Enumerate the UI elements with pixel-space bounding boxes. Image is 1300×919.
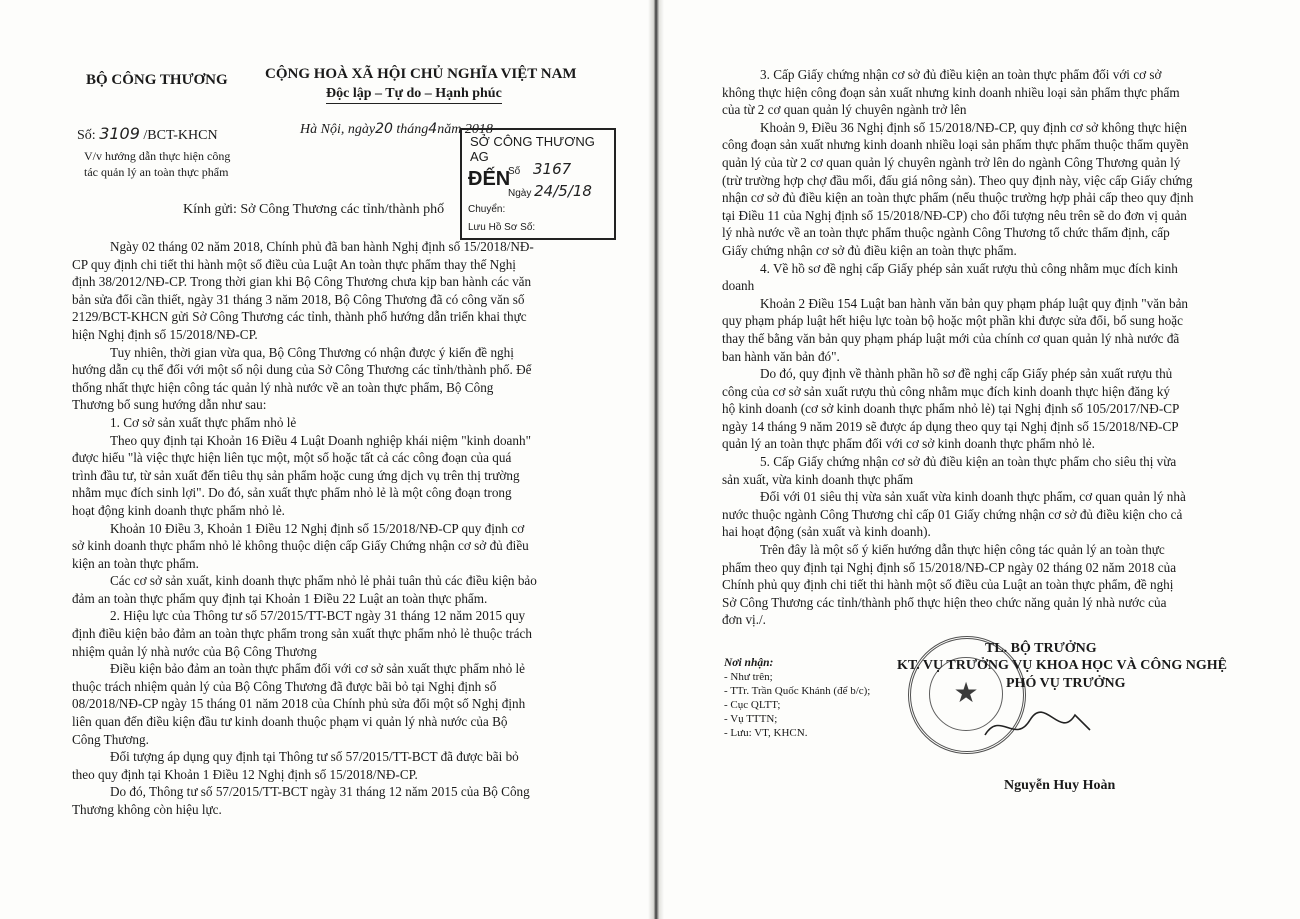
body-line: thống nhất thực hiện công tác quản lý nhà nước về an toàn thực phẩm, Bộ Công [72, 379, 494, 395]
subject [84, 148, 230, 180]
body-line: nước thuộc ngành Công Thương chỉ cấp 01 Giấy chứng nhận cơ sở đủ điều kiện cho cả [722, 506, 1183, 522]
body-line: CP quy định chi tiết thi hành một số điều của Luật An toàn thực phẩm thay thế Nghị [72, 256, 516, 272]
body-line: Theo quy định tại Khoản 16 Điều 4 Luật Doanh nghiệp khái niệm "kinh doanh" [110, 432, 531, 448]
body-line: định 38/2012/NĐ-CP. Trong thời gian khi Bộ Công Thương chưa kịp ban hành các văn [72, 274, 532, 290]
body-line: Công Thương. [72, 731, 149, 747]
body-line: ngày 14 tháng 9 năm 2019 sẽ được áp dụng theo quy tại Nghị định số 15/2018/NĐ-CP [722, 418, 1179, 434]
body-line: liên quan đến điều kiện đầu tư kinh doanh thuộc phạm vi quản lý nhà nước của Bộ [72, 714, 508, 730]
body-line: (trừ trường hợp chợ đầu mối, đấu giá nông sản). Theo quy định này, việc cấp Giấy chứng [722, 172, 1193, 188]
body-line: Đối tượng áp dụng quy định tại Thông tư số 57/2015/TT-BCT đã được bãi bỏ [110, 749, 519, 765]
body-line: 1. Cơ sở sản xuất thực phẩm nhỏ lẻ [110, 414, 297, 430]
body-line: định điều kiện bảo đảm an toàn thực phẩm trong sản xuất thực phẩm nhỏ lẻ thuộc trách [72, 626, 532, 642]
body-line: 3. Cấp Giấy chứng nhận cơ sở đủ điều kiện an toàn thực phẩm đối với cơ sở [760, 67, 1162, 82]
body-line: Các cơ sở sản xuất, kinh doanh thực phẩm nhỏ lẻ phải tuân thủ các điều kiện bảo [110, 573, 537, 589]
body-line: lý nhà nước về an toàn thực phẩm thuộc ngành Công Thương tổ chức thẩm định, cấp [722, 225, 1170, 241]
body-line: Trên đây là một số ý kiến hướng dẫn thực hiện công tác quản lý an toàn thực [760, 542, 1165, 558]
body-line: ban hành văn bản đó". [722, 348, 840, 364]
body-line: thay thế bằng văn bản quy phạm pháp luật mới của chính cơ quan quản lý nhà nước đã [722, 330, 1180, 346]
body-line: đảm an toàn thực phẩm quy định tại Khoản 1 Điều 22 Luật an toàn thực phẩm. [72, 590, 488, 606]
body-line: 4. Về hồ sơ đề nghị cấp Giấy phép sản xuất rượu thủ công nhằm mục đích kinh [760, 260, 1178, 276]
date-prefix: Hà Nội, ngày [300, 122, 376, 137]
body-line: đơn vị./. [722, 612, 766, 628]
recipients-list [724, 670, 870, 740]
body-line: của từ 2 cơ quan quản lý chuyên ngành trở lên [722, 102, 967, 118]
body-line: hộ kinh doanh (cơ sở kinh doanh thực phẩm nhỏ lẻ) tại Nghị định số 105/2017/NĐ-CP [722, 401, 1180, 417]
signer-name: Nguyễn Huy Hoàn [1004, 778, 1116, 793]
body-line: Thương bổ sung hướng dẫn như sau: [72, 397, 267, 413]
stamp-so-label: Số [508, 166, 521, 177]
republic-title: CỘNG HOÀ XÃ HỘI CHỦ NGHĨA VIỆT NAM [265, 66, 577, 82]
body-line: sản xuất, vừa kinh doanh thực phẩm [722, 471, 914, 487]
number-suffix: /BCT-KHCN [143, 128, 218, 143]
body-line: nhằm mục đích sinh lợi". Do đó, sản xuất thực phẩm nhỏ lẻ là một công đoạn trong [72, 485, 512, 501]
body-line: hoạt động kinh doanh thực phẩm nhỏ lẻ. [72, 502, 285, 518]
subject-line-2: tác quản lý an toàn thực phẩm [84, 165, 229, 179]
recipient-item: - Lưu: VT, KHCN. [724, 727, 808, 739]
body-line: hai hoạt động (sản xuất và kinh doanh). [722, 524, 931, 540]
body-line: 5. Cấp Giấy chứng nhận cơ sở đủ điều kiện an toàn thực phẩm cho siêu thị vừa [760, 454, 1177, 470]
body-line: Thương không còn hiệu lực. [72, 802, 222, 817]
body-line: Giấy chứng nhận cơ sở đủ điều kiện an toàn thực phẩm. [722, 242, 1017, 258]
body-line: nhiệm quản lý nhà nước của Bộ Công Thương [72, 643, 317, 659]
seal-star: ★ [929, 657, 1003, 731]
body-line: Đối với 01 siêu thị vừa sản xuất vừa kinh doanh thực phẩm, cơ quan quản lý nhà [760, 489, 1186, 505]
body-line: nhận cơ sở đủ điều kiện an toàn thực phẩm (nếu thuộc trường hợp phải cấp theo quy định [722, 190, 1194, 206]
body-line: thuộc trách nhiệm quản lý của Bộ Công Thương đã được bãi bỏ tại Nghị định số [72, 678, 497, 694]
body-line: quản lý của từ 2 cơ quan quản lý chuyên ngành trở lên do ngành Công Thương quản lý [722, 154, 1181, 170]
body-line: Do đó, Thông tư số 57/2015/TT-BCT ngày 31 tháng 12 năm 2015 của Bộ Công [110, 784, 530, 800]
stamp-so [508, 160, 571, 178]
motto: Độc lập – Tự do – Hạnh phúc [326, 86, 502, 104]
recipients [724, 656, 870, 740]
document-number [77, 124, 218, 144]
stamp-chuyen: Chuyển: [468, 204, 506, 215]
body-line: 2. Hiệu lực của Thông tư số 57/2015/TT-BCT ngày 31 tháng 12 năm 2015 quy [110, 608, 526, 624]
body-line: Khoản 10 Điều 3, Khoản 1 Điều 12 Nghị định số 15/2018/NĐ-CP quy định cơ [110, 520, 525, 536]
body-line: doanh [722, 278, 755, 294]
body-line: sở kinh doanh thực phẩm nhỏ lẻ không thuộc diện cấp Giấy Chứng nhận cơ sở đủ điều [72, 538, 529, 554]
number-value: 3109 [99, 124, 140, 143]
body-line: không thực hiện công đoạn sản xuất nhưng kinh doanh nhiều loại sản phẩm thực phẩm [722, 84, 1180, 100]
body-line: Khoản 2 Điều 154 Luật ban hành văn bản quy phạm pháp luật quy định "văn bản [760, 295, 1189, 311]
date-day: 20 [375, 121, 393, 137]
body-line: phẩm theo quy định tại Nghị định số 15/2018/NĐ-CP ngày 02 tháng 02 năm 2018 của [722, 559, 1177, 575]
stamp-luu: Lưu Hồ Sơ Số: [468, 222, 536, 233]
body-line: trình đầu tư, từ sản xuất đến tiêu thụ sản phẩm hoặc cung ứng dịch vụ trên thị trường [72, 467, 520, 483]
ministry-name: BỘ CÔNG THƯƠNG [86, 72, 228, 88]
sign-title-1: TL. BỘ TRƯỞNG [985, 641, 1097, 656]
body-line: bản sửa đổi cần thiết, ngày 31 tháng 3 năm 2018, Bộ Công Thương đã có công văn số [72, 291, 525, 307]
body-line: được hiểu "là việc thực hiện liên tục một, một số hoặc tất cả các công đoạn của quá [72, 450, 512, 466]
body-line: Sở Công Thương các tỉnh/thành phố thực hiện theo chức năng quản lý nhà nước của [722, 594, 1167, 610]
left-body [72, 238, 580, 819]
number-label: Số: [77, 128, 96, 143]
body-line: công đoạn sản xuất nhưng kinh doanh nhiều loại sản phẩm thực phẩm thuộc thẩm quyền [722, 137, 1189, 153]
received-stamp [460, 128, 616, 240]
body-line: quy phạm pháp luật hết hiệu lực toàn bộ hoặc một phần khi được sửa đổi, bổ sung hoặc [722, 313, 1183, 329]
body-line: hướng dẫn cụ thể đối với một số nội dung của Sở Công Thương các tỉnh/thành phố. Để [72, 362, 532, 378]
subject-line-1: V/v hướng dẫn thực hiện công [84, 149, 231, 163]
stamp-ngay [508, 182, 592, 200]
body-line: Do đó, quy định về thành phần hồ sơ đề nghị cấp Giấy phép sản xuất rượu thủ [760, 366, 1173, 382]
body-line: Khoản 9, Điều 36 Nghị định số 15/2018/NĐ-CP, quy định cơ sở không thực hiện [760, 119, 1187, 135]
body-line: Chính phủ quy định chi tiết thi hành một số điều của Luật an toàn thực phẩm, đề nghị [722, 577, 1174, 593]
body-line: theo quy định tại Khoản 1 Điều 12 Nghị định số 15/2018/NĐ-CP. [72, 766, 418, 782]
stamp-den: ĐẾN [468, 168, 511, 190]
sign-title-2: KT. VỤ TRƯỞNG VỤ KHOA HỌC VÀ CÔNG NGHỆ [897, 658, 1227, 673]
handwritten-signature [980, 700, 1100, 750]
body-line: kiện an toàn thực phẩm. [72, 555, 199, 571]
stamp-org: SỞ CÔNG THƯƠNG AG [470, 134, 595, 164]
stamp-so-value: 3167 [533, 160, 572, 178]
greeting: Kính gửi: Sở Công Thương các tỉnh/thành phố [183, 202, 445, 217]
body-line: quản lý an toàn thực phẩm đối với cơ sở kinh doanh thực phẩm nhỏ lẻ. [722, 436, 1095, 452]
sign-title-3: PHÓ VỤ TRƯỞNG [1006, 676, 1126, 691]
date-year: năm 2018 [437, 122, 493, 137]
body-line: Ngày 02 tháng 02 năm 2018, Chính phủ đã ban hành Nghị định số 15/2018/NĐ- [110, 239, 534, 254]
body-line: công của cơ sở sản xuất rượu thủ công nhằm mục đích kinh doanh thực hiện đăng ký [722, 383, 1170, 399]
body-line: 08/2018/NĐ-CP ngày 15 tháng 01 năm 2018 của Chính phủ sửa đổi một số Nghị định [72, 696, 526, 712]
body-line: hiện Nghị định số 15/2018/NĐ-CP. [72, 326, 258, 342]
recipient-item: - Vụ TTTN; [724, 713, 778, 725]
recipient-item: - Cục QLTT; [724, 699, 781, 711]
body-line: Điều kiện bảo đảm an toàn thực phẩm đối với cơ sở sản xuất thực phẩm nhỏ lẻ [110, 661, 525, 677]
body-line: Tuy nhiên, thời gian vừa qua, Bộ Công Thương có nhận được ý kiến đề nghị [110, 344, 514, 360]
recipients-title: Nơi nhận: [724, 657, 774, 669]
date-month: 4 [428, 121, 438, 137]
stamp-ngay-value: 24/5/18 [534, 182, 592, 200]
right-body [722, 66, 1222, 629]
recipient-item: - TTr. Trần Quốc Khánh (để b/c); [724, 685, 871, 697]
recipient-item: - Như trên; [724, 671, 773, 683]
body-line: 2129/BCT-KHCN gửi Sở Công Thương các tỉnh, thành phố hướng dẫn triển khai thực [72, 309, 527, 325]
page-fold [648, 0, 664, 919]
stamp-ngay-label: Ngày [508, 188, 532, 199]
date-month-label: tháng [396, 122, 429, 137]
body-line: tại Điều 11 của Nghị định số 15/2018/NĐ-CP) cho đối tượng nêu trên sẽ do đơn vị quản [722, 207, 1187, 223]
